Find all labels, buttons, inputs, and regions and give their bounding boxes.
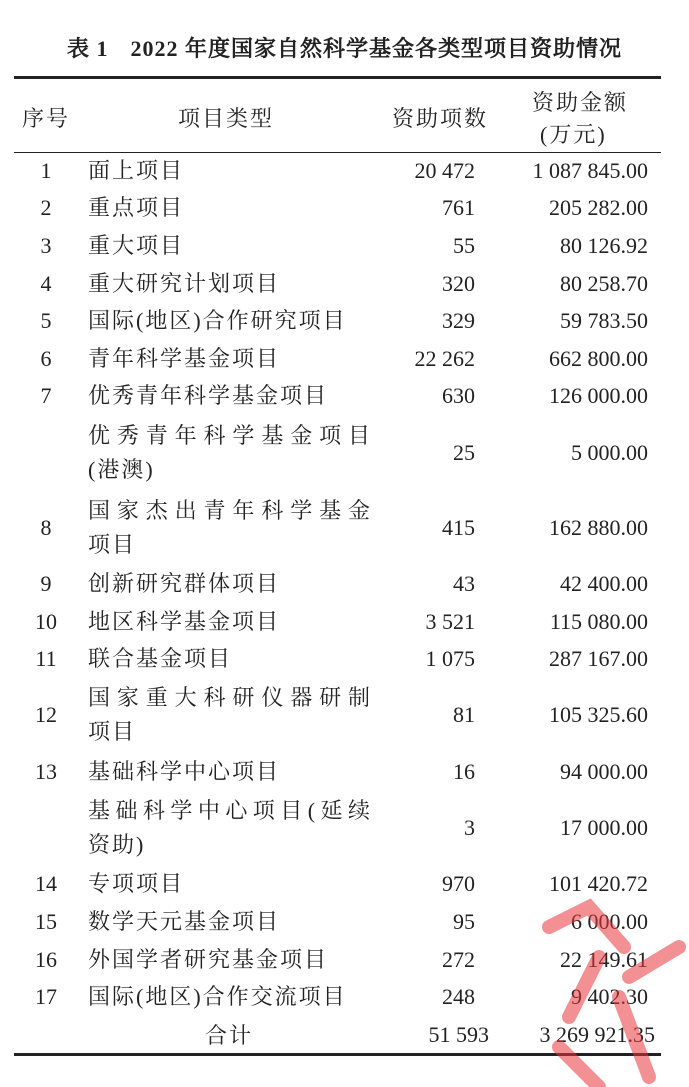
row-amount: 101 420.72 xyxy=(549,871,648,897)
table-row xyxy=(14,640,661,678)
row-type xyxy=(88,302,370,340)
row-amount: 287 167.00 xyxy=(549,646,648,672)
row-count: 761 xyxy=(442,195,475,221)
row-seq xyxy=(14,415,78,490)
row-type xyxy=(88,378,370,416)
header-count: 资助项数 xyxy=(392,106,489,131)
row-amount: 80 258.70 xyxy=(560,270,648,296)
row-amount: 17 000.00 xyxy=(560,815,648,841)
row-count: 25 xyxy=(453,439,475,465)
row-count: 55 xyxy=(453,232,475,258)
row-count: 248 xyxy=(442,984,475,1010)
row-type xyxy=(88,753,370,791)
row-type xyxy=(88,490,370,565)
type-line: 国际(地区)合作交流项目 xyxy=(88,984,347,1010)
table-row xyxy=(14,565,661,603)
row-seq: 9 xyxy=(40,570,52,596)
row-type xyxy=(88,903,370,941)
row-type xyxy=(88,978,370,1016)
type-line: 青年科学基金项目 xyxy=(88,345,281,371)
row-amount: 662 800.00 xyxy=(549,345,648,371)
row-type xyxy=(88,227,370,265)
type-line: 重点项目 xyxy=(88,195,185,221)
type-line: (港澳) xyxy=(88,456,155,482)
row-amount: 94 000.00 xyxy=(560,758,648,784)
row-seq: 13 xyxy=(35,758,57,784)
table-row xyxy=(14,378,661,416)
row-count: 415 xyxy=(442,514,475,540)
row-seq: 7 xyxy=(40,383,52,409)
row-type xyxy=(88,415,370,490)
row-amount: 162 880.00 xyxy=(549,514,648,540)
row-type xyxy=(88,152,370,190)
type-line: 基础科学中心项目 xyxy=(88,758,281,784)
type-line: 项目 xyxy=(88,531,137,557)
row-seq: 12 xyxy=(35,702,57,728)
row-seq: 15 xyxy=(35,908,57,934)
table-caption xyxy=(0,32,689,63)
header-amount-unit: (万元) xyxy=(540,122,607,147)
row-seq: 14 xyxy=(35,871,57,897)
table-row xyxy=(14,302,661,340)
table-row xyxy=(14,152,661,190)
row-type xyxy=(88,340,370,378)
type-line: 地区科学基金项目 xyxy=(88,608,281,634)
type-line: 外国学者研究基金项目 xyxy=(88,946,329,972)
table-title: 2022 年度国家自然科学基金各类型项目资助情况 xyxy=(130,36,623,61)
row-count: 22 262 xyxy=(414,345,475,371)
row-count: 20 472 xyxy=(414,157,475,183)
type-line: 项目 xyxy=(88,719,137,745)
type-line: 国家杰出青年科学基金 xyxy=(88,497,370,523)
table-row xyxy=(14,753,661,791)
row-seq: 17 xyxy=(35,984,57,1010)
row-type xyxy=(88,565,370,603)
row-seq: 6 xyxy=(40,345,52,371)
type-line: 优秀青年科学基金项目 xyxy=(88,383,329,409)
table-row xyxy=(14,791,661,866)
row-amount: 105 325.60 xyxy=(549,702,648,728)
header-seq: 序号 xyxy=(22,106,71,131)
type-line: 创新研究群体项目 xyxy=(88,570,281,596)
row-amount: 80 126.92 xyxy=(560,232,648,258)
table-row xyxy=(14,340,661,378)
type-line: 面上项目 xyxy=(88,157,185,183)
table-row xyxy=(14,415,661,490)
table-row xyxy=(14,227,661,265)
row-seq: 11 xyxy=(35,646,57,672)
row-count: 272 xyxy=(442,946,475,972)
header-amount: 资助金额 xyxy=(532,90,629,115)
row-amount: 6 000.00 xyxy=(571,908,648,934)
table-row xyxy=(14,678,661,753)
row-type xyxy=(88,190,370,228)
row-count: 329 xyxy=(442,308,475,334)
row-count: 16 xyxy=(453,758,475,784)
row-seq: 1 xyxy=(40,157,52,183)
row-type xyxy=(88,603,370,641)
row-count: 630 xyxy=(442,383,475,409)
row-type xyxy=(88,791,370,866)
row-amount: 42 400.00 xyxy=(560,570,648,596)
row-seq: 8 xyxy=(40,514,52,540)
row-amount: 1 087 845.00 xyxy=(532,157,648,183)
row-amount: 115 080.00 xyxy=(549,608,648,634)
row-amount: 22 149.61 xyxy=(560,946,648,972)
table-number: 表 1 xyxy=(66,36,109,61)
table-header xyxy=(14,80,661,152)
watermark-stamp xyxy=(529,887,689,1087)
type-line: 基础科学中心项目(延续 xyxy=(88,798,370,824)
total-count: 51 593 xyxy=(428,1021,489,1047)
row-count: 81 xyxy=(453,702,475,728)
table-row xyxy=(14,603,661,641)
type-line: 优秀青年科学基金项目 xyxy=(88,422,370,448)
total-label: 合计 xyxy=(204,1023,253,1049)
top-rule xyxy=(14,76,661,79)
table-row xyxy=(14,265,661,303)
type-line: 专项项目 xyxy=(88,871,185,897)
row-amount: 5 000.00 xyxy=(571,439,648,465)
row-amount: 59 783.50 xyxy=(560,308,648,334)
table-row xyxy=(14,490,661,565)
type-line: 重大项目 xyxy=(88,232,185,258)
row-seq: 5 xyxy=(40,308,52,334)
type-line: 国家重大科研仪器研制 xyxy=(88,685,370,711)
row-count: 320 xyxy=(442,270,475,296)
row-type xyxy=(88,941,370,979)
type-line: 重大研究计划项目 xyxy=(88,270,281,296)
type-line: 资助) xyxy=(88,832,146,858)
row-amount: 205 282.00 xyxy=(549,195,648,221)
row-count: 3 xyxy=(464,815,475,841)
row-count: 95 xyxy=(453,908,475,934)
row-count: 43 xyxy=(453,570,475,596)
row-count: 970 xyxy=(442,871,475,897)
type-line: 联合基金项目 xyxy=(88,646,233,672)
row-type xyxy=(88,866,370,904)
row-seq: 4 xyxy=(40,270,52,296)
row-amount: 9 402.30 xyxy=(571,984,648,1010)
row-seq: 10 xyxy=(35,608,57,634)
type-line: 数学天元基金项目 xyxy=(88,908,281,934)
row-count: 1 075 xyxy=(425,646,475,672)
row-type xyxy=(88,265,370,303)
type-line: 国际(地区)合作研究项目 xyxy=(88,308,347,334)
row-count: 3 521 xyxy=(425,608,475,634)
row-seq: 16 xyxy=(35,946,57,972)
table-row xyxy=(14,190,661,228)
row-amount: 126 000.00 xyxy=(549,383,648,409)
header-type: 项目类型 xyxy=(178,106,275,131)
row-seq: 2 xyxy=(40,195,52,221)
row-seq xyxy=(14,791,78,866)
row-type xyxy=(88,678,370,753)
row-type xyxy=(88,640,370,678)
row-seq: 3 xyxy=(40,232,52,258)
total-amount: 3 269 921.35 xyxy=(539,1021,655,1047)
